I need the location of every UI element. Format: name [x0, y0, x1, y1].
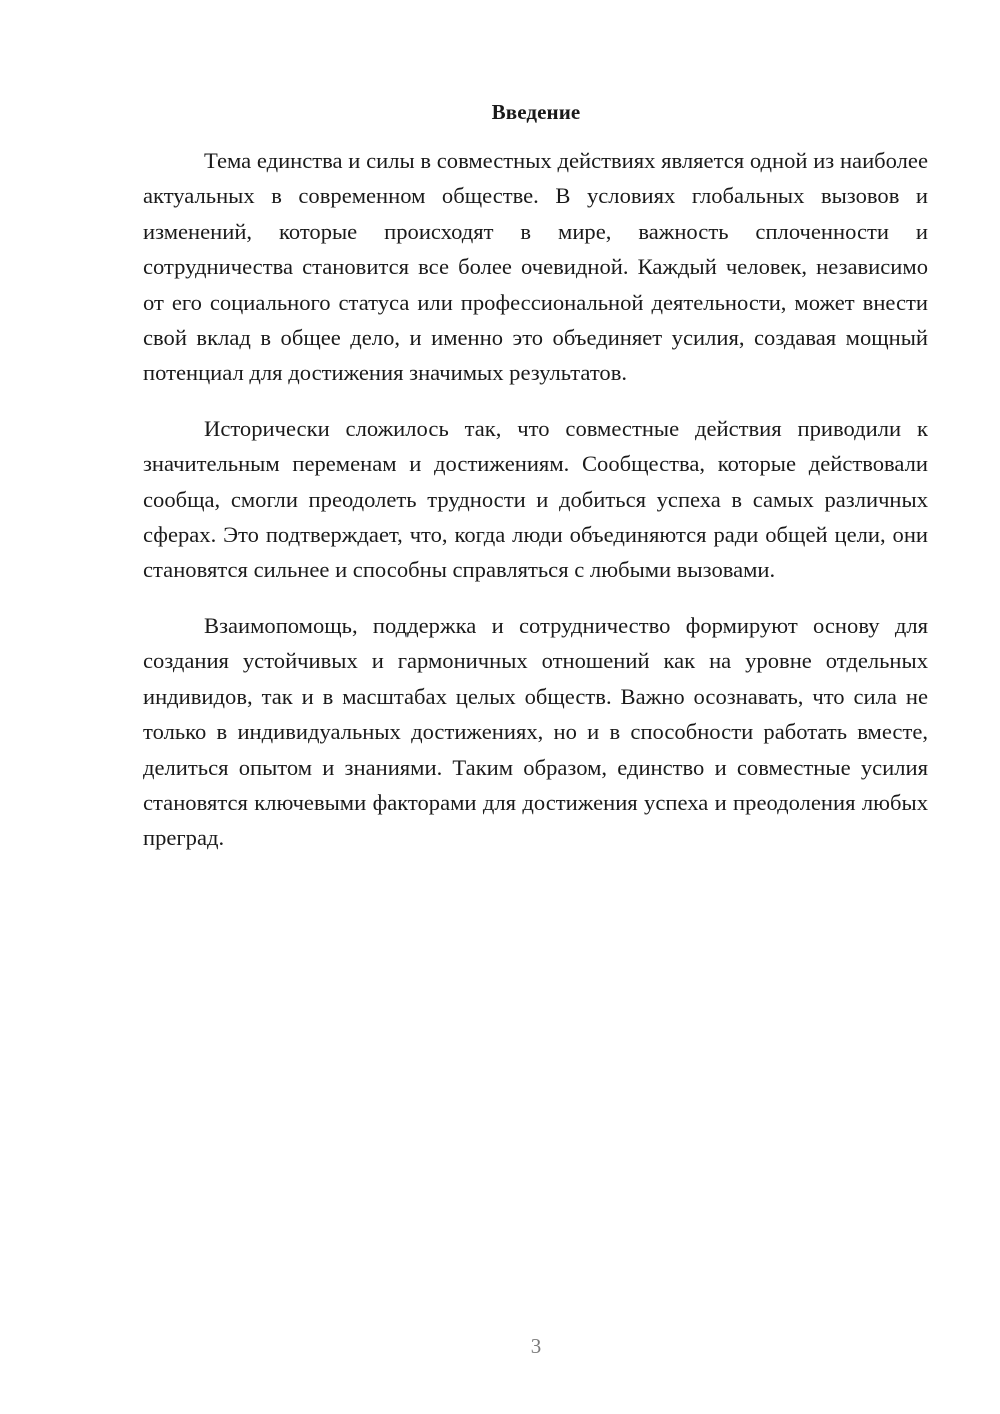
paragraph-3: Взаимопомощь, поддержка и сотрудничество формируют основу для создания устойчивых и гармоничных отношений как на уровне отдельных индивидов, так и в масштабах целых обществ. Важно осознавать, что сила не только в индивидуальных достижениях, но и в способности работать вместе, делиться опытом и знаниями. Таким образом, единство и совместные усилия становятся ключевыми факторами для достижения успеха и преодоления любых преград.	[143, 612, 928, 851]
paragraph-1: Тема единства и силы в совместных действиях является одной из наиболее актуальных в современном обществе. В условиях глобальных вызовов и изменений, которые происходят в мире, важность сплоченности и сотрудничества становится все более очевидной. Каждый человек, независимо от его социального статуса или профессиональной деятельности, может внести свой вклад в общее дело, и именно это объединяет усилия, создавая мощный потенциал для достижения значимых результатов.	[143, 148, 928, 386]
page-number: 3	[530, 1334, 542, 1358]
section-heading: Введение	[491, 100, 581, 124]
paragraph-2: Исторически сложилось так, что совместные действия приводили к значительным переменам и достижениям. Сообщества, которые действовали сообща, смогли преодолеть трудности и добиться успеха в самых различных сферах. Это подтверждает, что, когда люди объединяются ради общей цели, они становятся сильнее и способны справляться с любыми вызовами.	[143, 415, 928, 583]
document-body	[143, 143, 928, 856]
